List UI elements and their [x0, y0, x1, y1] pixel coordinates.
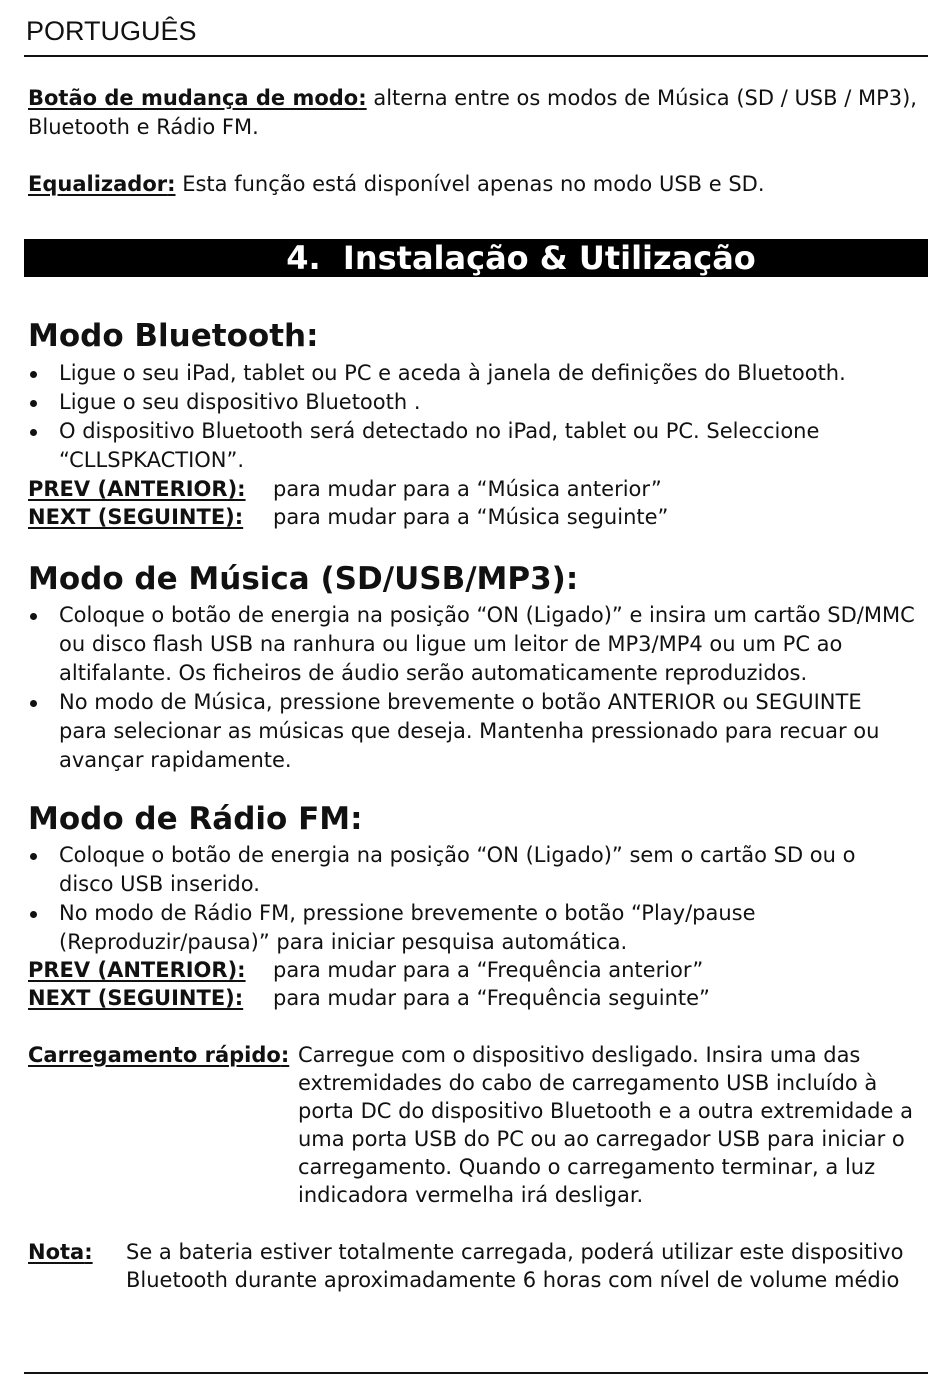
bullet-icon — [30, 700, 37, 707]
note-text: Se a bateria estiver totalmente carregada, poderá utilizar este dispositivo Bluetooth durante aproximadamente 6 horas com nível de volume médio — [126, 1240, 904, 1292]
radio-mode-list — [28, 841, 933, 957]
list-item — [28, 417, 933, 475]
next-label: NEXT (SEGUINTE): — [28, 505, 244, 529]
list-item-text: No modo de Música, pressione brevemente o botão ANTERIOR ou SEGUINTE para selecionar as músicas que deseja. Mantenha pressionado para recuar ou avançar rapidamente. — [59, 690, 880, 772]
bullet-icon — [30, 853, 37, 860]
section-title: 4. Instalação & Utilização — [286, 239, 756, 277]
equalizer-label: Equalizador — [28, 172, 168, 196]
list-item-text: O dispositivo Bluetooth será detectado no iPad, tablet ou PC. Seleccione “CLLSPKACTION”. — [59, 419, 820, 472]
prev-description: para mudar para a “Frequência anterior” — [273, 958, 704, 982]
mode-switch-colon: : — [358, 86, 367, 110]
list-item — [28, 688, 933, 775]
bluetooth-list — [28, 359, 933, 475]
list-item — [28, 388, 933, 417]
list-item-text: Coloque o botão de energia na posição “ON (Ligado)” e insira um cartão SD/MMC ou disco flash USB na ranhura ou ligue um leitor de MP3/MP4 ou um PC ao altifalante. Os ficheiros de áudio serão automaticamente reproduzidos. — [59, 603, 915, 685]
prev-description: para mudar para a “Música anterior” — [273, 477, 662, 501]
list-item-text: Coloque o botão de energia na posição “ON (Ligado)” sem o cartão SD ou o disco USB inserido. — [59, 843, 856, 896]
bullet-icon — [30, 429, 37, 436]
bullet-icon — [30, 371, 37, 378]
prev-label: PREV (ANTERIOR): — [28, 958, 246, 982]
list-item — [28, 359, 933, 388]
list-item-text: Ligue o seu iPad, tablet ou PC e aceda à janela de definições do Bluetooth. — [59, 361, 846, 385]
fast-charging-text: Carregue com o dispositivo desligado. Insira uma das extremidades do cabo de carregamento USB incluído à porta DC do dispositivo Bluetooth e a outra extremidade a uma porta USB do PC ou ao carregador USB para iniciar o carregamento. Quando o carregamento terminar, a luz indicadora vermelha irá desligar. — [298, 1043, 913, 1207]
next-label: NEXT (SEGUINTE): — [28, 986, 244, 1010]
list-item — [28, 601, 933, 688]
bullet-icon — [30, 400, 37, 407]
music-mode-list — [28, 601, 933, 775]
bullet-icon — [30, 911, 37, 918]
mode-switch-paragraph — [28, 84, 933, 142]
music-mode-heading: Modo de Música (SD/USB/MP3): — [28, 561, 579, 597]
page-header-language: PORTUGUÊS — [26, 16, 197, 46]
bullet-icon — [30, 613, 37, 620]
note-label: Nota: — [28, 1240, 93, 1264]
mode-switch-text: alterna entre os modos de Música (SD / USB / MP3), Bluetooth e Rádio FM. — [28, 86, 917, 139]
equalizer-text: Esta função está disponível apenas no modo USB e SD. — [175, 172, 765, 196]
list-item-text: Ligue o seu dispositivo Bluetooth . — [59, 390, 421, 414]
mode-switch-label: Botão de mudança de modo — [28, 86, 359, 110]
list-item-text: No modo de Rádio FM, pressione brevemente o botão “Play/pause (Reproduzir/pausa)” para iniciar pesquisa automática. — [59, 901, 756, 954]
header-divider — [24, 55, 928, 57]
list-item — [28, 841, 933, 899]
fast-charging-block — [28, 1041, 933, 1211]
prev-label: PREV (ANTERIOR): — [28, 477, 246, 501]
list-item — [28, 899, 933, 957]
note-block — [28, 1238, 933, 1328]
footer-divider — [24, 1372, 928, 1374]
radio-prev-row — [28, 956, 703, 984]
bluetooth-heading: Modo Bluetooth: — [28, 318, 319, 354]
next-description: para mudar para a “Música seguinte” — [273, 505, 669, 529]
bluetooth-prev-row — [28, 475, 662, 503]
section-title-bar — [24, 239, 928, 277]
radio-next-row — [28, 984, 710, 1012]
bluetooth-next-row — [28, 503, 668, 531]
radio-mode-heading: Modo de Rádio FM: — [28, 801, 363, 837]
next-description: para mudar para a “Frequência seguinte” — [273, 986, 710, 1010]
equalizer-colon: : — [167, 172, 176, 196]
fast-charging-label: Carregamento rápido: — [28, 1043, 290, 1067]
equalizer-paragraph — [28, 170, 933, 199]
